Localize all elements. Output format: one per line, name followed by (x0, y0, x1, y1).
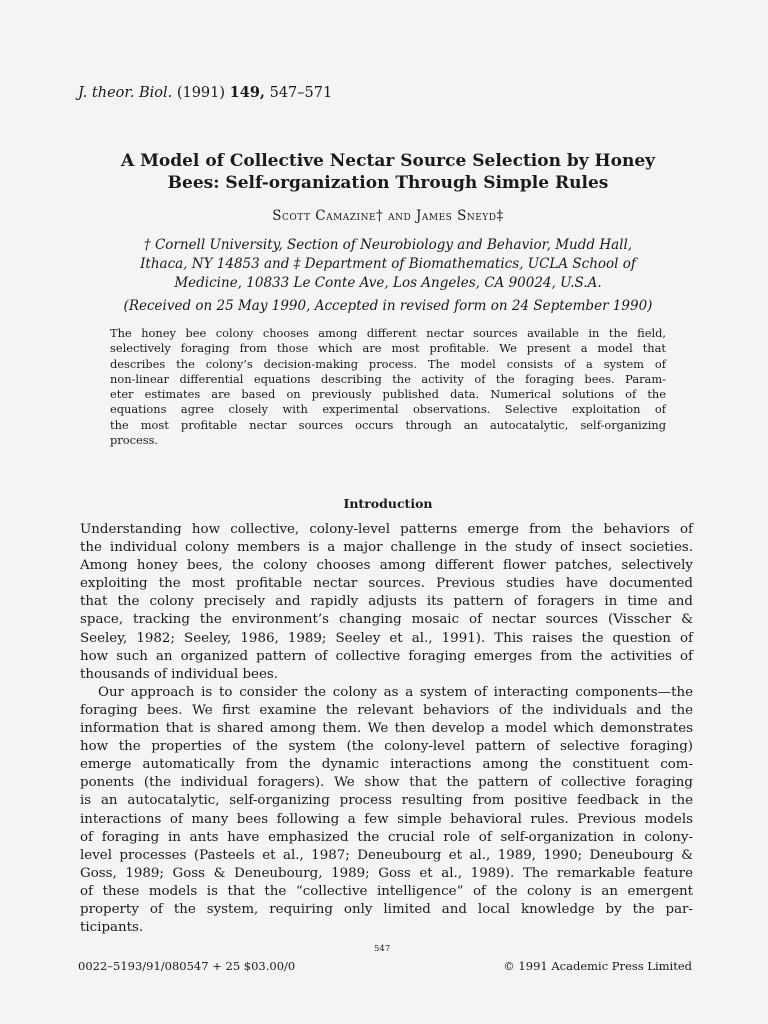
journal-citation (78, 84, 332, 102)
body-line: the individual colony members is a major challenge in the study of insect societies. (80, 540, 693, 556)
journal-pages: 547–571 (269, 85, 333, 101)
body-line: foraging bees. We first examine the relevant behaviors of the individuals and the (80, 702, 693, 718)
journal-year: (1991) (176, 85, 226, 101)
title-line: A Model of Collective Nectar Source Selection by Honey (120, 151, 656, 171)
body-line: how the properties of the system (the colony-level pattern of selective foraging) (80, 739, 693, 755)
abstract-line: The honey bee colony chooses among different nectar sources available in the field, (110, 326, 666, 340)
abstract-line: the most profitable nectar sources occurs through an autocatalytic, self-organizing (110, 417, 666, 432)
affiliation-line: Ithaca, NY 14853 and ‡ Department of Biomathematics, UCLA School of (140, 256, 636, 272)
title-line: Bees: Self-organization Through Simple Rules (167, 173, 609, 193)
affiliation-line: † Cornell University, Section of Neurobiology and Behavior, Mudd Hall, (143, 237, 633, 253)
body-line: information that is shared among them. We then develop a model which demonstrates (80, 721, 693, 737)
affiliation-line: Medicine, 10833 Le Conte Ave, Los Angeles, CA 90024, U.S.A. (174, 275, 602, 291)
body-line: Understanding how collective, colony-level patterns emerge from the behaviors of (80, 522, 693, 537)
affiliations (90, 236, 686, 293)
body-line: ponents (the individual foragers). We show that the pattern of collective foraging (80, 775, 693, 791)
received-dates: (Received on 25 May 1990, Accepted in revised form on 24 September 1990) (123, 298, 653, 314)
authors: Scott Camazine† and James Sneyd‡ (272, 208, 504, 224)
abstract-line: non-linear differential equations describing the activity of the foraging bees. Param- (110, 371, 666, 386)
body-line: property of the system, requiring only limited and local knowledge by the par- (80, 901, 693, 917)
body-line: ticipants. (80, 920, 144, 936)
body-line: Among honey bees, the colony chooses among different flower patches, selectively (80, 558, 693, 574)
abstract-line: eter estimates are based on previously published data. Numerical solutions of the (110, 387, 666, 402)
body-line: level processes (Pasteels et al., 1987; Deneubourg et al., 1989, 1990; Deneubourg & (80, 847, 693, 863)
abstract-line: process. (110, 433, 159, 448)
body-line: of foraging in ants have emphasized the crucial role of self-organization in colony- (80, 829, 693, 845)
page-number: 547 (374, 944, 391, 954)
copyright: © 1991 Academic Press Limited (503, 959, 692, 973)
body-line: interactions of many bees following a few simple behavioral rules. Previous models (80, 811, 693, 827)
body-text (80, 521, 693, 937)
body-line: exploiting the most profitable nectar sources. Previous studies have documented (80, 576, 693, 592)
body-line: Seeley, 1982; Seeley, 1986, 1989; Seeley et al., 1991). This raises the question of (80, 630, 693, 646)
footer-code: 0022–5193/91/080547 + 25 $03.00/0 (78, 959, 296, 973)
paper-title (90, 150, 686, 194)
body-line: is an autocatalytic, self-organizing process resulting from positive feedback in the (80, 793, 693, 809)
abstract-line: selectively foraging from those which are most profitable. We present a model that (110, 341, 666, 356)
body-line: that the colony precisely and rapidly adjusts its pattern of foragers in time and (80, 594, 693, 610)
abstract (110, 326, 666, 448)
body-line: emerge automatically from the dynamic interactions among the constituent com- (80, 757, 693, 773)
body-line: Our approach is to consider the colony as a system of interacting components—the (98, 684, 693, 700)
body-line: space, tracking the environment’s changing mosaic of nectar sources (Visscher & (80, 612, 693, 628)
abstract-line: equations agree closely with experimental observations. Selective exploitation of (110, 402, 666, 417)
body-line: Goss, 1989; Goss & Deneubourg, 1989; Goss et al., 1989). The remarkable feature (80, 865, 693, 881)
body-line: how such an organized pattern of collective foraging emerges from the activities of (80, 648, 693, 664)
body-line: of these models is that the “collective intelligence” of the colony is an emergent (80, 883, 693, 899)
body-line: thousands of individual bees. (80, 666, 279, 682)
abstract-line: describes the colony’s decision-making process. The model consists of a system of (110, 356, 666, 371)
journal-volume: 149, (229, 84, 265, 101)
section-heading-introduction: Introduction (343, 496, 433, 511)
journal-name: J. theor. Biol. (78, 85, 173, 101)
